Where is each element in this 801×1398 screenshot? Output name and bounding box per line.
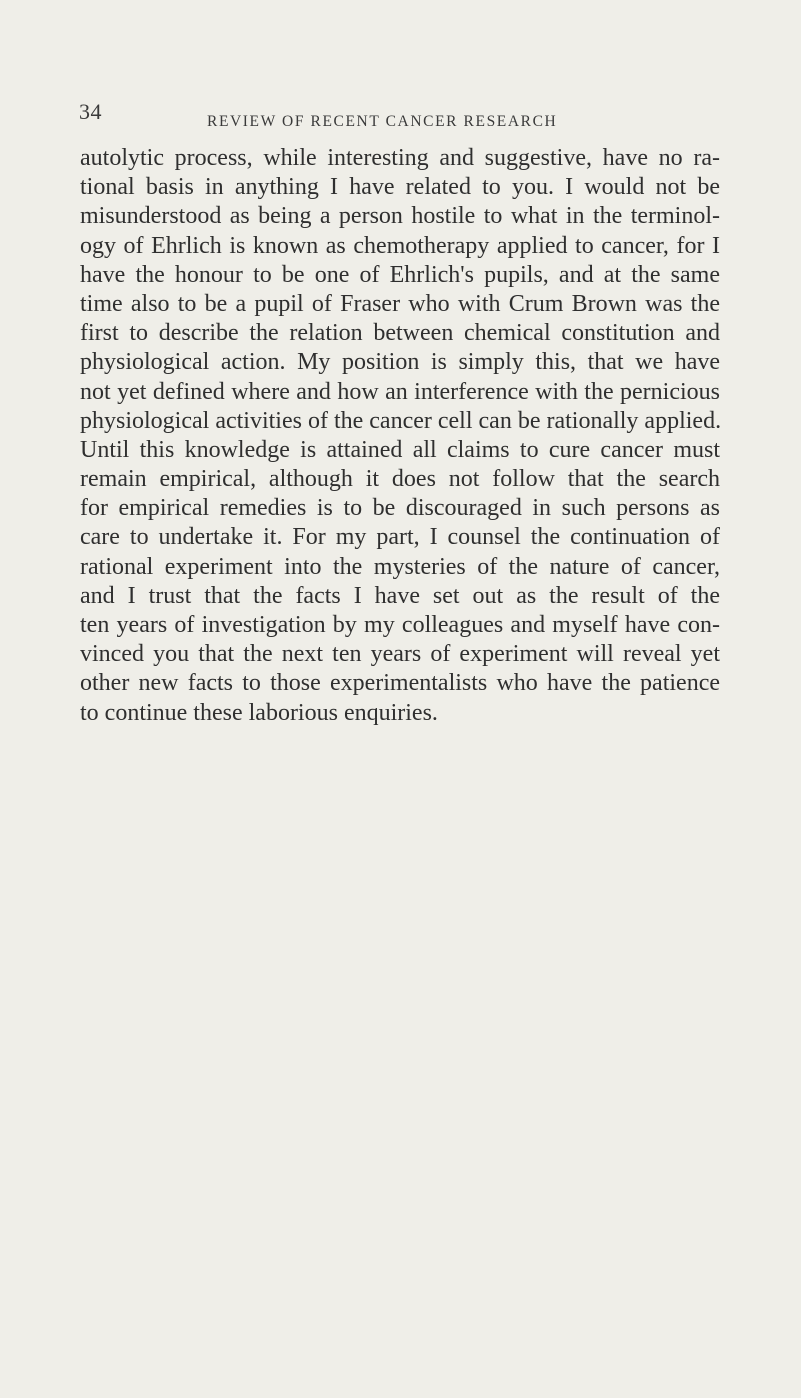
body-paragraph <box>80 144 720 728</box>
text-line: physiological action. My position is simply this, that we have <box>80 349 720 376</box>
text-line: Until this knowledge is attained all claims to cure cancer must <box>80 436 720 463</box>
text-line: ten years of investigation by my colleagues and myself have con- <box>80 612 720 638</box>
text-line: first to describe the relation between chemical constitution and <box>80 320 720 347</box>
page-number: 34 <box>79 99 102 124</box>
text-line: and I trust that the facts I have set out as the result of the <box>80 582 720 609</box>
text-line: rational experiment into the mysteries of the nature of cancer, <box>80 553 720 580</box>
text-line: vinced you that the next ten years of experiment will reveal yet <box>80 641 720 668</box>
text-line: other new facts to those experimentalists who have the patience <box>80 670 720 697</box>
text-line: time also to be a pupil of Fraser who with Crum Brown was the <box>80 290 720 317</box>
text-line: tional basis in anything I have related to you. I would not be <box>80 174 720 201</box>
text-line: not yet defined where and how an interference with the pernicious <box>80 378 720 405</box>
text-line: autolytic process, while interesting and suggestive, have no ra- <box>80 145 720 171</box>
text-line: misunderstood as being a person hostile to what in the terminol- <box>80 203 720 230</box>
text-line: physiological activities of the cancer cell can be rationally applied. <box>80 407 722 434</box>
text-line: care to undertake it. For my part, I counsel the continuation of <box>80 524 720 551</box>
text-line: for empirical remedies is to be discouraged in such persons as <box>80 495 720 522</box>
text-line: have the honour to be one of Ehrlich's pupils, and at the same <box>80 261 720 288</box>
text-line: to continue these laborious enquiries. <box>80 699 438 726</box>
running-head: REVIEW OF RECENT CANCER RESEARCH <box>207 113 558 130</box>
text-line: ogy of Ehrlich is known as chemotherapy applied to cancer, for I <box>80 232 720 259</box>
text-line: remain empirical, although it does not follow that the search <box>80 466 720 493</box>
